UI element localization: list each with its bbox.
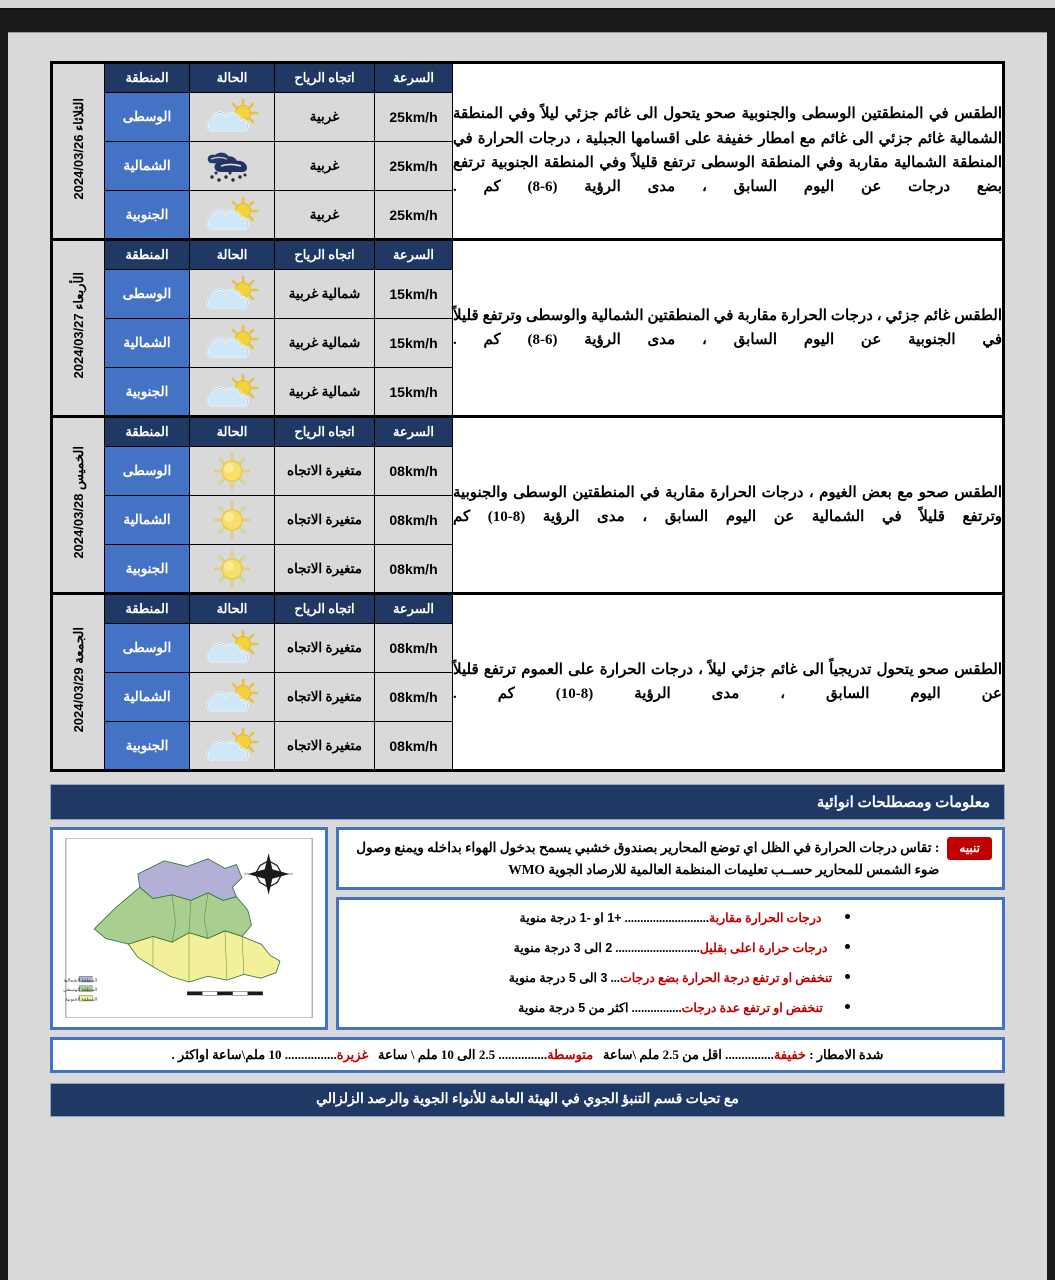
term-value: 2 الى 3 درجة منوية <box>513 940 613 955</box>
region-name: الشمالية <box>105 673 190 722</box>
term-dots: ... <box>610 971 620 986</box>
term-value: اكثر من 5 درجة منوية <box>518 1001 629 1016</box>
day-description: الطقس صحو يتحول تدريجياً الى غائم جزئي ليلاً ، درجات الحرارة على العموم ترتفع قليلاً عن اليوم السابق ، مدى الرؤية (8-10) كم . <box>453 594 1004 771</box>
rain-heavy-label: غزيرة <box>336 1046 369 1062</box>
sunny-icon <box>201 500 263 540</box>
wind-speed-value: 08km/h <box>375 545 453 594</box>
region-name: الشمالية <box>105 496 190 545</box>
condition-cell <box>190 722 275 771</box>
region-name: الجنوبية <box>105 545 190 594</box>
terminology-item <box>349 970 992 986</box>
column-header-speed: السرعة <box>375 240 453 270</box>
term-label: تنخفض او ترتفع درجة الحرارة بضع درجات <box>619 971 833 986</box>
condition-cell <box>190 624 275 673</box>
partly-cloudy-icon <box>201 677 263 717</box>
partly-cloudy-icon <box>201 323 263 363</box>
wind-speed-value: 25km/h <box>375 93 453 142</box>
column-header-condition: الحالة <box>190 63 275 93</box>
day-date-label: الجمعة 2024/03/29 <box>71 626 86 733</box>
day-date-cell <box>52 417 105 594</box>
iraq-map-svg <box>61 838 317 1018</box>
footer-text: مع تحيات قسم التنبؤ الجوي في الهيئة العامة للأنواء الجوية والرصد الزلزالي <box>316 1092 739 1108</box>
rain-medium-label: متوسطة <box>547 1046 594 1062</box>
condition-cell <box>190 319 275 368</box>
rain-light-dots: ............... <box>725 1046 774 1062</box>
column-header-region: المنطقة <box>105 594 190 624</box>
info-text-column <box>336 827 1005 1030</box>
terminology-item <box>349 910 992 926</box>
wind-speed-value: 15km/h <box>375 319 453 368</box>
condition-cell <box>190 447 275 496</box>
notice-badge: تنبيه <box>947 837 992 860</box>
column-header-wind-direction: اتجاه الرياح <box>275 240 375 270</box>
term-label: تنخفض او ترتفع عدة درجات <box>681 1001 823 1016</box>
wind-speed-value: 08km/h <box>375 624 453 673</box>
rain-medium-dots: ............... <box>498 1046 548 1062</box>
rain-medium-value: 2.5 الى 10 ملم \ ساعة <box>378 1046 496 1062</box>
wind-direction-value: شمالية غربية <box>275 319 375 368</box>
wind-direction-value: متغيرة الاتجاه <box>275 722 375 771</box>
rain-cloud-icon <box>201 146 263 186</box>
day-description: الطقس في المنطقتين الوسطى والجنوبية صحو يتحول الى غائم جزئي ليلاً وفي المنطقة الشمالية غائم جزئي الى غائم مع امطار خفيفة على اقسامها الجبلية ، درجات الحرارة في المنطقة الشمالية مقاربة وفي المنطقة الوسطى ترتفع قليلاً وفي المنطقة الجنوبية ترتفع بضع درجات عن اليوم السابق ، مدى الرؤية (6-8) كم . <box>453 63 1004 240</box>
day-date-label: الخميس 2024/03/28 <box>71 446 86 559</box>
terminology-item <box>349 1000 992 1016</box>
document-page <box>8 32 1047 1280</box>
wind-direction-value: متغيرة الاتجاه <box>275 496 375 545</box>
wind-direction-value: غربية <box>275 191 375 240</box>
bullet-icon <box>845 974 850 979</box>
column-header-wind-direction: اتجاه الرياح <box>275 63 375 93</box>
wind-direction-value: غربية <box>275 142 375 191</box>
rain-heavy-value: 10 ملم\ساعة اواكثر . <box>171 1046 282 1062</box>
region-name: الجنوبية <box>105 722 190 771</box>
forecast-table <box>50 61 1005 772</box>
svg-text:المنطقة الجنوبية: المنطقة الجنوبية <box>65 997 98 1003</box>
region-name: الوسطى <box>105 447 190 496</box>
terminology-list <box>349 910 992 1017</box>
wind-direction-value: شمالية غربية <box>275 270 375 319</box>
column-header-region: المنطقة <box>105 63 190 93</box>
partly-cloudy-icon <box>201 97 263 137</box>
condition-cell <box>190 191 275 240</box>
wind-speed-value: 08km/h <box>375 447 453 496</box>
document-sheet <box>50 61 1005 1117</box>
footer-band <box>50 1083 1005 1117</box>
forecast-header-row <box>52 63 1004 93</box>
term-label: درجات الحرارة مقاربة <box>708 910 822 925</box>
column-header-region: المنطقة <box>105 240 190 270</box>
term-dots: ........................... <box>624 910 709 925</box>
column-header-speed: السرعة <box>375 594 453 624</box>
sunny-icon <box>201 451 263 491</box>
bullet-icon <box>845 1004 850 1009</box>
wind-direction-value: غربية <box>275 93 375 142</box>
window-black-bar <box>0 10 1055 32</box>
terminology-box <box>336 897 1005 1030</box>
rain-intensity-box <box>50 1037 1005 1073</box>
partly-cloudy-icon <box>201 195 263 235</box>
rain-light-value: اقل من 2.5 ملم \ساعة <box>602 1046 722 1062</box>
wind-direction-value: متغيرة الاتجاه <box>275 545 375 594</box>
wind-speed-value: 25km/h <box>375 191 453 240</box>
region-name: الجنوبية <box>105 191 190 240</box>
sunny-icon <box>201 549 263 589</box>
term-value: 3 الى 5 درجة منوية <box>508 971 608 986</box>
info-section-title: معلومات ومصطلحات انوائية <box>816 794 990 811</box>
partly-cloudy-icon <box>201 628 263 668</box>
term-dots: ........................... <box>615 940 700 955</box>
region-name: الجنوبية <box>105 368 190 417</box>
rain-heavy-dots: ................ <box>284 1046 337 1062</box>
wind-speed-value: 08km/h <box>375 673 453 722</box>
term-label: درجات حرارة اعلى بقليل <box>699 940 828 955</box>
wind-direction-value: متغيرة الاتجاه <box>275 447 375 496</box>
condition-cell <box>190 496 275 545</box>
rain-prefix: شدة الامطار : <box>805 1046 884 1062</box>
day-date-cell <box>52 240 105 417</box>
region-name: الشمالية <box>105 142 190 191</box>
day-description: الطقس صحو مع بعض الغيوم ، درجات الحرارة مقاربة في المنطقتين الوسطى والجنوبية وترتفع قليلاً في الشمالية عن اليوم السابق ، مدى الرؤية (8-10) كم <box>453 417 1004 594</box>
column-header-condition: الحالة <box>190 240 275 270</box>
column-header-speed: السرعة <box>375 63 453 93</box>
region-name: الوسطى <box>105 93 190 142</box>
iraq-regions-map <box>50 827 328 1030</box>
forecast-header-row <box>52 417 1004 447</box>
notice-box <box>336 827 1005 890</box>
wind-direction-value: شمالية غربية <box>275 368 375 417</box>
condition-cell <box>190 142 275 191</box>
region-name: الوسطى <box>105 624 190 673</box>
condition-cell <box>190 368 275 417</box>
day-description: الطقس غائم جزئي ، درجات الحرارة مقاربة في المنطقتين الشمالية والوسطى وترتفع قليلاً في الجنوبية عن اليوم السابق ، مدى الرؤية (6-8) كم . <box>453 240 1004 417</box>
region-name: الشمالية <box>105 319 190 368</box>
day-date-cell <box>52 63 105 240</box>
notice-text: : تقاس درجات الحرارة في الظل اي توضع المحارير بصندوق خشبي يسمح بدخول الهواء بداخله ويمنع وصول ضوء الشمس للمحارير حســب تعليمات المنظمة العالمية للارصاد الجوية WMO <box>356 840 940 877</box>
day-date-label: الثلاثاء 2024/03/26 <box>71 97 86 200</box>
wind-speed-value: 25km/h <box>375 142 453 191</box>
wind-speed-value: 08km/h <box>375 722 453 771</box>
rain-light-label: خفيفة <box>773 1046 806 1062</box>
column-header-wind-direction: اتجاه الرياح <box>275 594 375 624</box>
partly-cloudy-icon <box>201 726 263 766</box>
forecast-header-row <box>52 594 1004 624</box>
condition-cell <box>190 93 275 142</box>
bullet-icon <box>845 914 850 919</box>
info-content-row <box>50 827 1005 1030</box>
wind-direction-value: متغيرة الاتجاه <box>275 673 375 722</box>
partly-cloudy-icon <box>201 274 263 314</box>
day-date-label: الأربعاء 2024/03/27 <box>71 272 86 379</box>
wind-direction-value: متغيرة الاتجاه <box>275 624 375 673</box>
window-top-strip <box>0 0 1055 10</box>
column-header-condition: الحالة <box>190 417 275 447</box>
region-name: الوسطى <box>105 270 190 319</box>
condition-cell <box>190 545 275 594</box>
wind-speed-value: 15km/h <box>375 368 453 417</box>
day-date-cell <box>52 594 105 771</box>
svg-text:المنطقة الوسطى: المنطقة الوسطى <box>63 988 98 994</box>
terminology-item <box>349 940 992 956</box>
column-header-speed: السرعة <box>375 417 453 447</box>
svg-text:المنطقة الشمالية: المنطقة الشمالية <box>63 978 98 984</box>
bullet-icon <box>845 944 850 949</box>
term-value: +1 او -1 درجة منوية <box>519 910 622 925</box>
column-header-region: المنطقة <box>105 417 190 447</box>
info-section-header <box>50 784 1005 820</box>
map-scale-bar <box>187 992 263 996</box>
condition-cell <box>190 270 275 319</box>
term-dots: ................ <box>631 1001 682 1016</box>
wind-speed-value: 15km/h <box>375 270 453 319</box>
wind-speed-value: 08km/h <box>375 496 453 545</box>
forecast-header-row <box>52 240 1004 270</box>
column-header-condition: الحالة <box>190 594 275 624</box>
column-header-wind-direction: اتجاه الرياح <box>275 417 375 447</box>
condition-cell <box>190 673 275 722</box>
map-legend <box>63 977 97 1003</box>
partly-cloudy-icon <box>201 372 263 412</box>
